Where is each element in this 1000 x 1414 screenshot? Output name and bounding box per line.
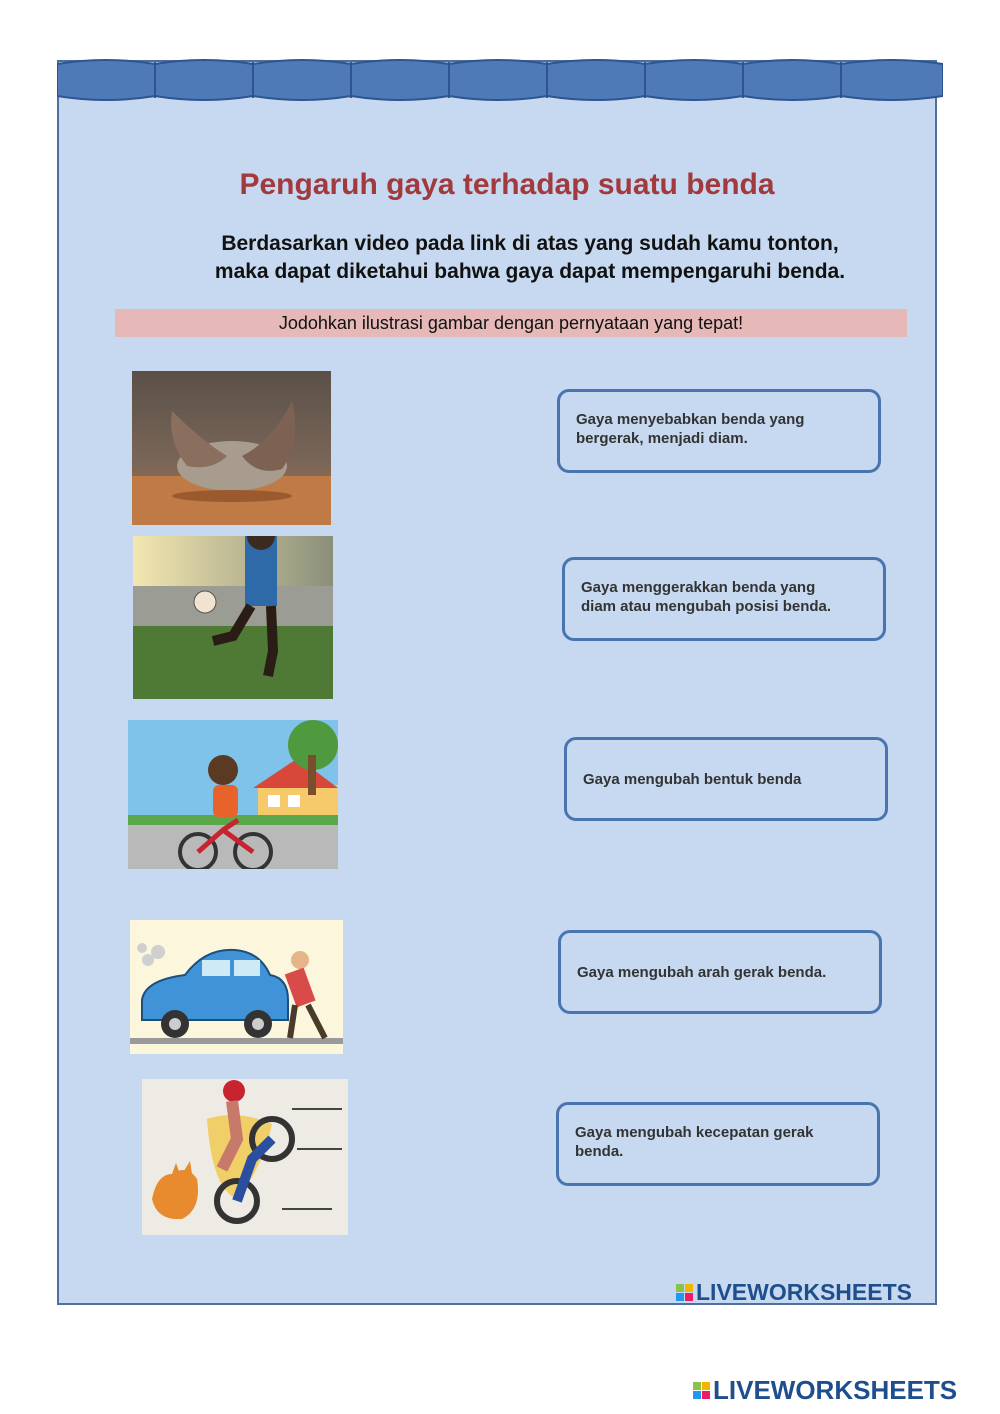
logo-text: LIVEWORKSHEETS [713, 1375, 958, 1405]
page-title: Pengaruh gaya terhadap suatu benda [239, 168, 775, 201]
liveworksheets-logo-footer [693, 1375, 957, 1406]
liveworksheets-mark-icon [676, 1284, 693, 1301]
intro-text [140, 230, 920, 286]
hands-kneading-dough-image[interactable] [132, 371, 331, 525]
statement-card-line: Gaya mengubah arah gerak benda. [577, 964, 827, 981]
liveworksheets-mark-icon [693, 1382, 710, 1399]
intro-line-1: Berdasarkan video pada link di atas yang sudah kamu tonton, [221, 232, 839, 255]
instruction-banner: Jodohkan ilustrasi gambar dengan pernyataan yang tepat! [115, 309, 907, 337]
intro-line-2: maka dapat diketahui bahwa gaya dapat mempengaruhi benda. [214, 260, 846, 283]
statement-card-line: Gaya mengubah kecepatan gerak [575, 1124, 814, 1141]
statement-card-line: bergerak, menjadi diam. [576, 430, 748, 447]
man-pushing-car-image[interactable] [130, 920, 343, 1054]
statement-card-stop-motion[interactable] [557, 389, 881, 473]
statement-card-line: Gaya menggerakkan benda yang [581, 579, 816, 596]
statement-card-change-speed[interactable] [556, 1102, 880, 1186]
boy-riding-bicycle-image[interactable] [128, 720, 338, 869]
statement-card-change-shape[interactable] [564, 737, 888, 821]
statement-card-line: Gaya mengubah bentuk benda [583, 771, 802, 788]
liveworksheets-logo-inner [676, 1279, 912, 1306]
statement-card-line: diam atau mengubah posisi benda. [581, 598, 832, 615]
boy-kicking-ball-image[interactable] [133, 536, 333, 699]
curtain-valance [57, 56, 943, 106]
statement-card-line: benda. [575, 1143, 624, 1160]
statement-card-move-object[interactable] [562, 557, 886, 641]
statement-card-change-direction[interactable] [558, 930, 882, 1014]
logo-text: LIVEWORKSHEETS [696, 1279, 912, 1305]
statement-card-line: Gaya menyebabkan benda yang [576, 411, 805, 428]
motorcycle-braking-cat-image[interactable] [142, 1079, 348, 1235]
